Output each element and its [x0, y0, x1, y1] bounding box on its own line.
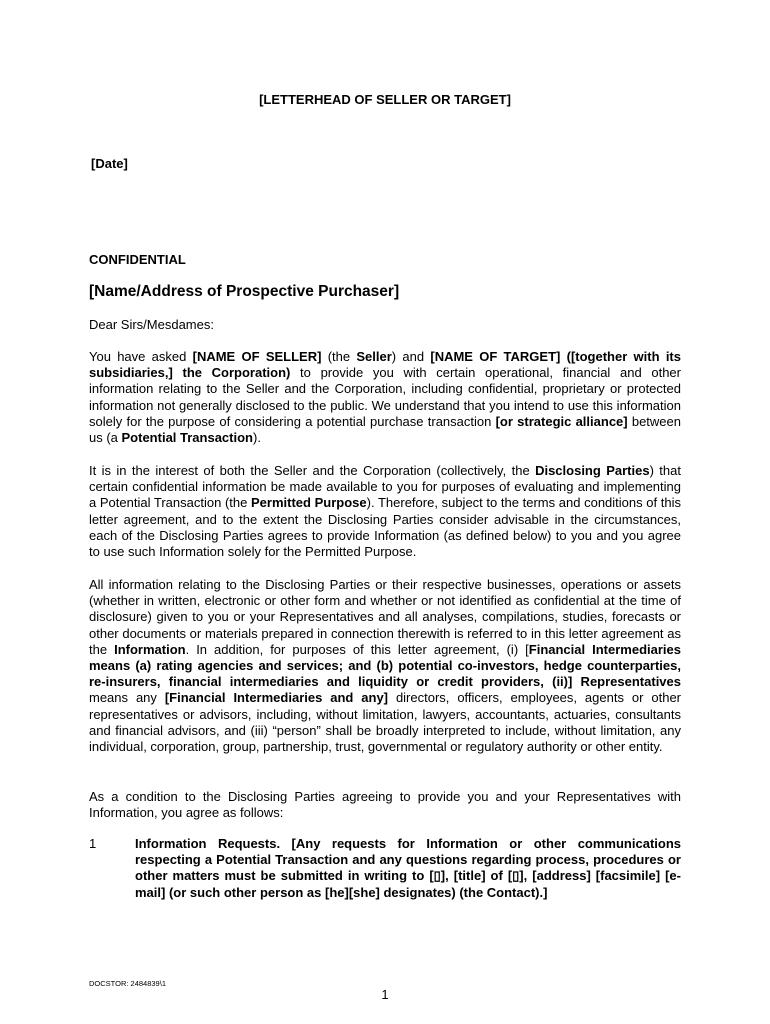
docstor-reference: DOCSTOR: 2484839\1: [89, 979, 166, 988]
paragraph-condition: As a condition to the Disclosing Parties agreeing to provide you and your Representatives with Information, you agree as follows:: [89, 789, 681, 821]
salutation: Dear Sirs/Mesdames:: [89, 317, 214, 332]
paragraph-introduction: You have asked [NAME OF SELLER] (the Seller) and [NAME OF TARGET] ([together with its subsidiaries,] the Corporation) to provide you with certain operational, financial and other information relating to the Seller and the Corporation, including confidential, proprietary or protected information not generally disclosed to the public. We understand that you intend to use this information solely for the purpose of considering a potential purchase transaction [or strategic alliance] between us (a Potential Transaction).: [89, 349, 681, 446]
paragraph-definitions: All information relating to the Disclosing Parties or their respective businesses, operations or assets (whether in written, electronic or other form and whether or not identified as confidential at the time of disclosure) given to you or your Representatives and all analyses, compilations, studies, forecasts or other documents or materials prepared in connection therewith is referred to in this letter agreement as the Information. In addition, for purposes of this letter agreement, (i) [Financial Intermediaries means (a) rating agencies and services; and (b) potential co-investors, hedge counterparties, re-insurers, financial intermediaries and liquidity or credit providers, (ii)] Representatives means any [Financial Intermediaries and any] directors, officers, employees, agents or other representatives or advisors, including, without limitation, lawyers, accountants, actuaries, consultants and financial advisors, and (iii) “person” shall be broadly interpreted to include, without limitation, any individual, corporation, group, partnership, trust, governmental or regulatory authority or other entity.: [89, 577, 682, 755]
page-number: 1: [381, 987, 389, 1002]
confidential-label: CONFIDENTIAL: [89, 252, 186, 267]
item-text: Information Requests. [Any requests for Information or other communications respecting a Potential Transaction and any questions regarding process, procedures or other matters must be submitted in writing to [▯], [title] of [▯], [address] [facsimile] [e-mail] (or such other person as [he][she] designates) (the Contact).]: [135, 836, 681, 900]
addressee-heading: [Name/Address of Prospective Purchaser]: [89, 283, 400, 300]
item-number: 1: [89, 836, 97, 851]
paragraph-purpose: It is in the interest of both the Seller and the Corporation (collectively, the Disclosing Parties) that certain confidential information be made available to you for purposes of evaluating and implementing a Potential Transaction (the Permitted Purpose). Therefore, subject to the terms and conditions of this letter agreement, and to the extent the Disclosing Parties consider advisable in the circumstances, each of the Disclosing Parties agrees to provide Information (as defined below) to you and you agree to use such Information solely for the Permitted Purpose.: [89, 463, 681, 560]
letterhead-placeholder: [LETTERHEAD OF SELLER OR TARGET]: [259, 92, 511, 107]
date-placeholder: [Date]: [91, 156, 128, 171]
